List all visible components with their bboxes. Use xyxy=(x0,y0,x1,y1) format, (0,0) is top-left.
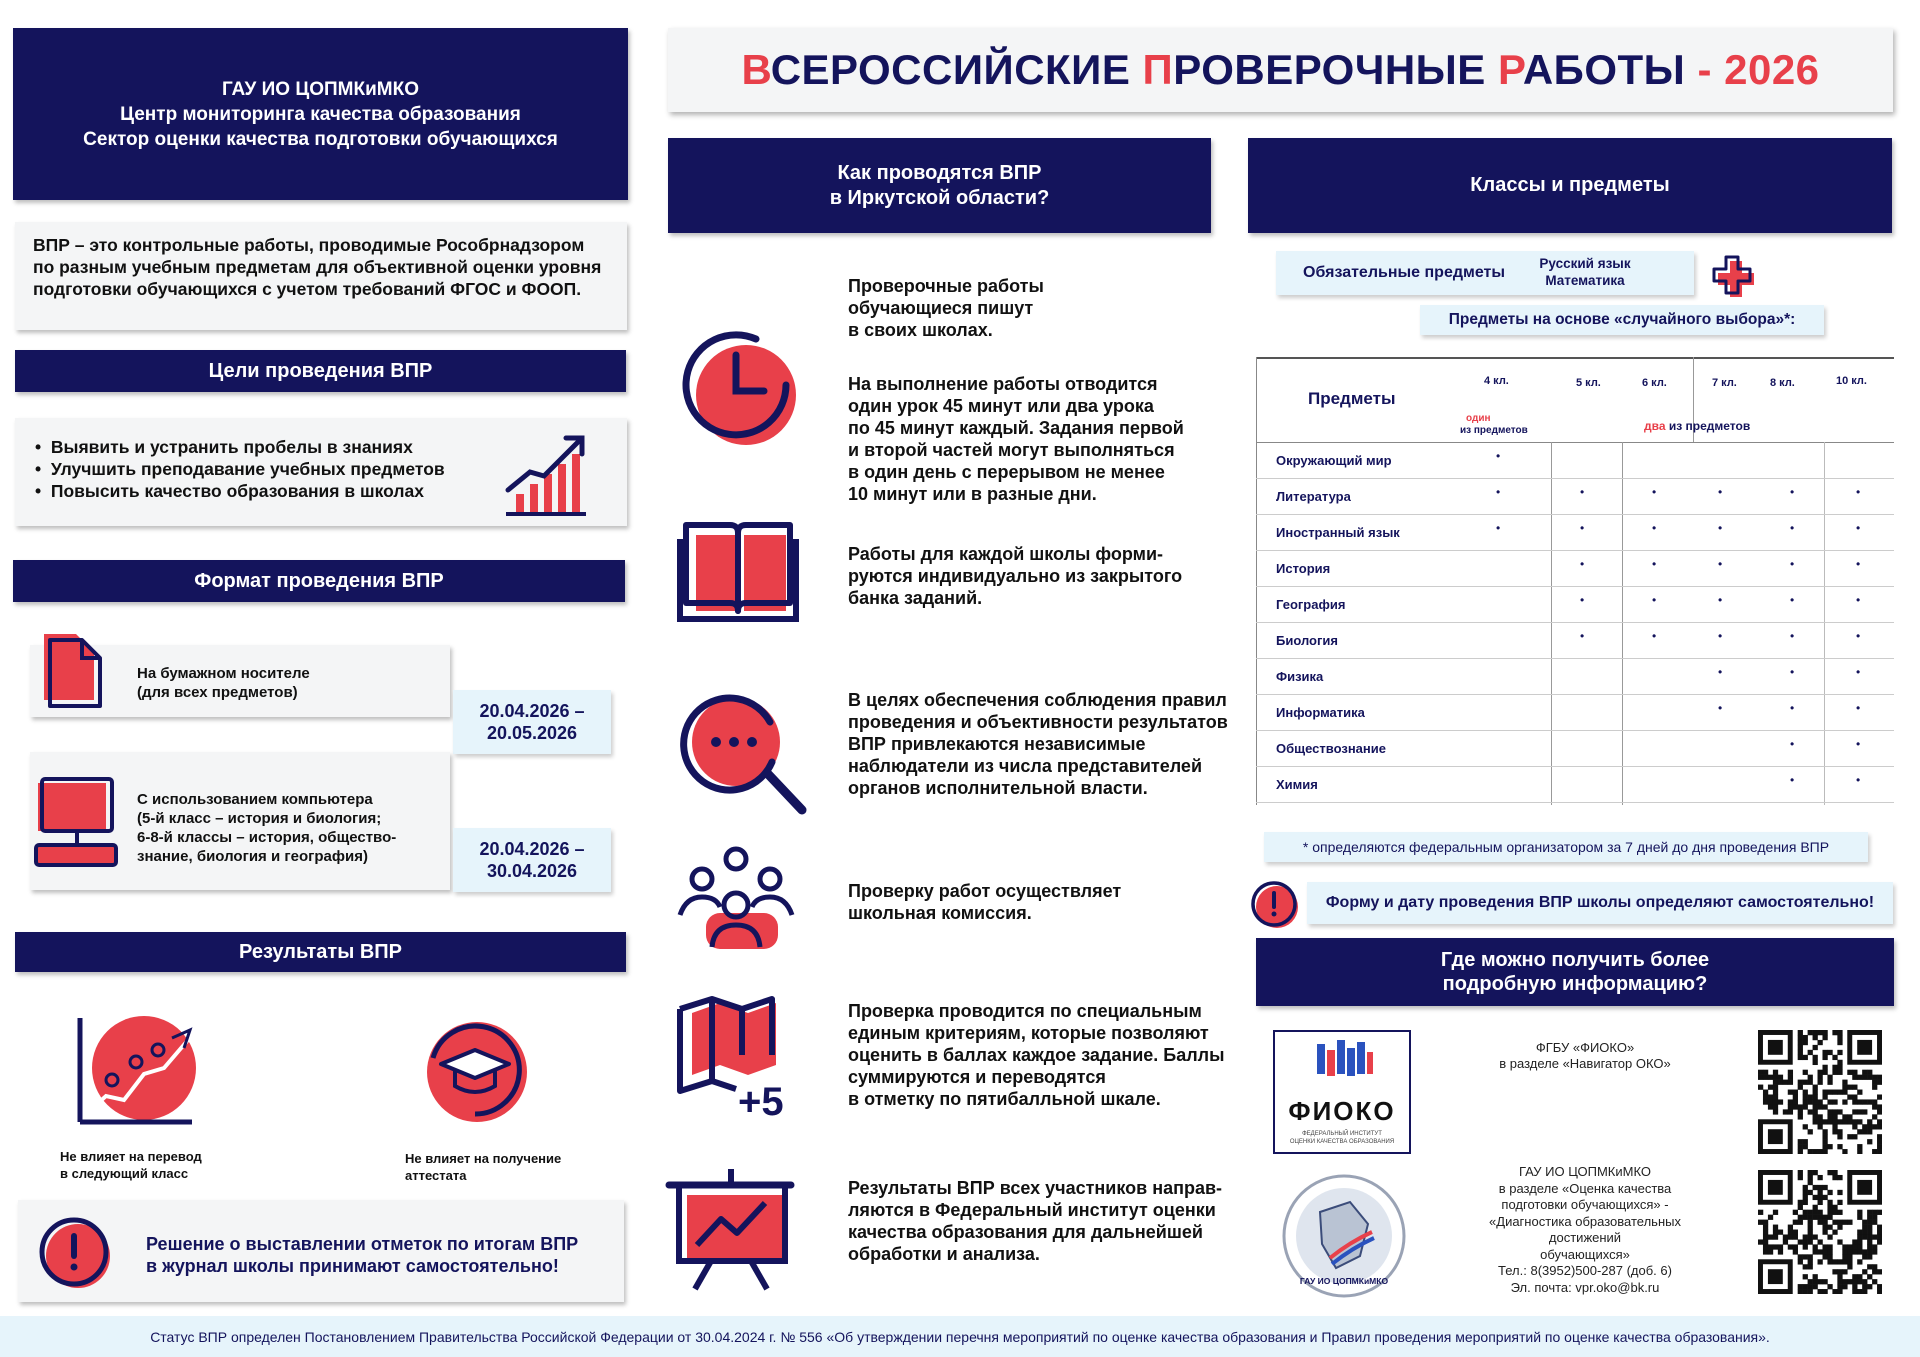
grade-6: 6 кл. xyxy=(1642,377,1667,389)
subject-mark: • xyxy=(1718,593,1723,607)
subject-name: Химия xyxy=(1276,777,1318,792)
subject-mark: • xyxy=(1652,485,1657,499)
plus-icon xyxy=(1712,255,1758,301)
subject-mark: • xyxy=(1718,557,1723,571)
org-header xyxy=(13,28,628,200)
footnote-box: * определяются федеральным организатором за 7 дней до дня проведения ВПР xyxy=(1264,832,1868,862)
subject-mark: • xyxy=(1790,701,1795,715)
mandatory-subjects: Русский язык Математика xyxy=(1539,256,1631,288)
subject-mark: • xyxy=(1718,485,1723,499)
subject-name: Окружающий мир xyxy=(1276,453,1392,468)
mandatory-label: Обязательные предметы xyxy=(1303,264,1506,281)
subject-mark: • xyxy=(1718,629,1723,643)
qr-pattern xyxy=(1758,1030,1882,1154)
goal-item: • Выявить и устранить пробелы в знаниях xyxy=(35,437,413,457)
table-row xyxy=(1256,695,1894,731)
step-text-5: Проверку работ осуществляет школьная комиссия. xyxy=(848,881,1122,923)
table-row xyxy=(1256,443,1894,479)
footer-bar xyxy=(0,1316,1920,1357)
qr-pattern xyxy=(1758,1170,1882,1294)
footer-text: Статус ВПР определен Постановлением Правительства Российской Федерации от 30.04.2024 г. № 556 «Об утверждении перечня мероприятий по оценке качества образования и Правил проведения мероприятий по оценке качества образования». xyxy=(150,1328,1770,1345)
subject-mark: • xyxy=(1580,629,1585,643)
goal-item: • Улучшить преподавание учебных предметов xyxy=(35,459,445,479)
subject-name: Иностранный язык xyxy=(1276,525,1400,540)
clock-icon xyxy=(676,325,806,455)
subject-mark: • xyxy=(1580,521,1585,535)
subject-mark: • xyxy=(1652,521,1657,535)
subject-mark: • xyxy=(1718,521,1723,535)
subject-rows xyxy=(1256,443,1894,805)
grade-8: 8 кл. xyxy=(1770,377,1795,389)
fioko-info: ФГБУ «ФИОКО» в разделе «Навигатор ОКО» xyxy=(1499,1040,1671,1071)
subject-mark: • xyxy=(1856,737,1861,751)
table-row xyxy=(1256,731,1894,767)
subject-mark: • xyxy=(1790,485,1795,499)
document-icon xyxy=(38,628,108,708)
subject-mark: • xyxy=(1790,557,1795,571)
goal-item: • Повысить качество образования в школах xyxy=(35,481,424,501)
computer-icon xyxy=(32,775,122,875)
result2-label: Не влияет на получение аттестата xyxy=(405,1151,562,1183)
subject-mark: • xyxy=(1580,485,1585,499)
format-header xyxy=(13,560,625,602)
step-text-3: Работы для каждой школы форми- руются индивидуально из закрытого банка заданий. xyxy=(848,544,1183,608)
subject-mark: • xyxy=(1790,773,1795,787)
fioko-logo-subtitle: ФЕДЕРАЛЬНЫЙ ИНСТИТУТ ОЦЕНКИ КАЧЕСТВА ОБРАЗОВАНИЯ xyxy=(1289,1131,1395,1145)
subject-mark: • xyxy=(1790,665,1795,679)
classes-header: Классы и предметы xyxy=(1248,138,1892,233)
subject-mark: • xyxy=(1718,665,1723,679)
fioko-emblem-icon xyxy=(1313,1040,1375,1084)
definition-card xyxy=(15,222,627,330)
team-commission-icon xyxy=(672,845,802,955)
gau-logo xyxy=(1280,1172,1408,1300)
subject-mark: • xyxy=(1652,557,1657,571)
subject-mark: • xyxy=(1856,485,1861,499)
fioko-logo-text: ФИОКО xyxy=(1288,1096,1396,1126)
table-row xyxy=(1256,515,1894,551)
subject-mark: • xyxy=(1580,593,1585,607)
subject-name: Обществознание xyxy=(1276,741,1386,756)
two-of-subjects-note: два из предметов xyxy=(1644,419,1751,433)
subject-mark: • xyxy=(1856,629,1861,643)
results-header-text: Результаты ВПР xyxy=(238,940,403,963)
subject-mark: • xyxy=(1790,521,1795,535)
self-note-box: Форму и дату проведения ВПР школы определяют самостоятельно! xyxy=(1307,882,1893,924)
warning-icon xyxy=(36,1214,116,1294)
subject-mark: • xyxy=(1496,521,1501,535)
title-banner xyxy=(668,28,1893,112)
table-header-subjects: Предметы xyxy=(1308,389,1396,408)
gau-qr-code[interactable] xyxy=(1758,1170,1882,1294)
stairs-progress-icon xyxy=(72,1010,202,1130)
gau-logo-text: ГАУ ИО ЦОПМКиМКО xyxy=(1299,1276,1389,1286)
step-text-2: На выполнение работы отводится один урок 45 минут или два урока по 45 минут каждый. Задания первой и второй частей могут выполняться в один день с перерывом не менее 10 минут или в разные дни. xyxy=(848,374,1184,504)
graduation-cap-icon xyxy=(415,1008,535,1128)
computer-date-box: 20.04.2026 – 30.04.2026 xyxy=(453,828,611,892)
subject-mark: • xyxy=(1856,557,1861,571)
gau-info: ГАУ ИО ЦОПМКиМКО в разделе «Оценка качества подготовки обучающихся» - «Диагностика образовательных достижений обучающихся» Тел.: 8(3952)500-287 (доб. 6) Эл. почта: vpr.oko@bk.ru xyxy=(1489,1164,1681,1295)
subject-name: Литература xyxy=(1276,489,1351,504)
subject-name: Физика xyxy=(1276,669,1324,684)
step-text-6: Проверка проводится по специальным единым критериям, которые позволяют оценить в баллах каждое задание. Баллы суммируются и переводятся в отметку по пятибалльной шкале. xyxy=(848,1001,1225,1109)
table-row xyxy=(1256,659,1894,695)
subject-mark: • xyxy=(1652,593,1657,607)
presentation-chart-icon xyxy=(665,1165,800,1295)
org-line1: ГАУ ИО ЦОПМКиМКО xyxy=(221,78,419,100)
results-note-text: Решение о выставлении отметок по итогам ВПР в журнал школы принимают самостоятельно! xyxy=(146,1234,579,1276)
growth-chart-icon xyxy=(500,428,590,518)
result1-label: Не влияет на перевод в следующий класс xyxy=(60,1149,202,1181)
table-row xyxy=(1256,623,1894,659)
table-row xyxy=(1256,767,1894,803)
table-row xyxy=(1256,551,1894,587)
subject-mark: • xyxy=(1856,665,1861,679)
fioko-logo xyxy=(1273,1030,1411,1154)
subjects-table xyxy=(1256,357,1894,805)
paper-date-box: 20.04.2026 – 20.05.2026 xyxy=(453,690,611,754)
subject-mark: • xyxy=(1718,701,1723,715)
subject-mark: • xyxy=(1856,593,1861,607)
grade-7: 7 кл. xyxy=(1712,377,1737,389)
subject-mark: • xyxy=(1856,521,1861,535)
alert-icon xyxy=(1248,878,1302,932)
subject-mark: • xyxy=(1580,557,1585,571)
paper-format-label: На бумажном носителе (для всех предметов) xyxy=(137,665,310,701)
magnifier-search-icon xyxy=(672,682,812,822)
grade-4: 4 кл. xyxy=(1484,375,1509,387)
org-line3: Сектор оценки качества подготовки обучающихся xyxy=(83,128,558,150)
org-line2: Центр мониторинга качества образования xyxy=(120,103,521,125)
computer-format-label: С использованием компьютера (5-й класс – история и биология; 6-8-й классы – история, общество- знание, биология и география) xyxy=(137,791,397,865)
book-icon xyxy=(676,515,806,625)
how-header: Как проводятся ВПР в Иркутской области? xyxy=(668,138,1211,233)
one-of-subjects-note: один из предметов xyxy=(1460,413,1528,436)
fioko-qr-code[interactable] xyxy=(1758,1030,1882,1154)
format-header-text: Формат проведения ВПР xyxy=(194,569,444,592)
subject-name: Биология xyxy=(1276,633,1338,648)
step-text-1: Проверочные работы обучающиеся пишут в своих школах. xyxy=(848,276,1044,340)
subject-mark: • xyxy=(1790,593,1795,607)
grade-10: 10 кл. xyxy=(1836,375,1867,387)
map-grade-five-icon xyxy=(672,995,802,1120)
subject-mark: • xyxy=(1856,773,1861,787)
goals-header xyxy=(15,350,626,392)
svg-text:+5: +5 xyxy=(738,1080,784,1120)
step-text-7: Результаты ВПР всех участников направ- ляются в Федеральный институт оценки качества образования для дальнейшей обработки и анализа. xyxy=(848,1178,1223,1264)
random-choice-box: Предметы на основе «случайного выбора»*: xyxy=(1420,305,1824,335)
table-row xyxy=(1256,479,1894,515)
subject-mark: • xyxy=(1856,701,1861,715)
definition-text: ВПР – это контрольные работы, проводимые Рособрнадзором по разным учебным предметам для объективной оценки уровня подготовки обучающихся с учетом требований ФГОС и ФООП. xyxy=(33,235,602,299)
subject-name: История xyxy=(1276,561,1331,576)
goals-header-text: Цели проведения ВПР xyxy=(208,359,433,382)
subject-name: География xyxy=(1276,597,1346,612)
subject-mark: • xyxy=(1652,629,1657,643)
table-row xyxy=(1256,587,1894,623)
subject-mark: • xyxy=(1496,449,1501,463)
subject-name: Информатика xyxy=(1276,705,1365,720)
grade-5: 5 кл. xyxy=(1576,377,1601,389)
results-header xyxy=(15,932,626,972)
step-text-4: В целях обеспечения соблюдения правил проведения и объективности результатов ВПР привлекаются независимые наблюдатели из числа представителей органов исполнительной власти. xyxy=(848,690,1228,798)
subject-mark: • xyxy=(1496,485,1501,499)
page-title: ВСЕРОССИЙСКИЕ ПРОВЕРОЧНЫЕ РАБОТЫ - 2026 xyxy=(741,46,1820,93)
subject-mark: • xyxy=(1790,629,1795,643)
subject-mark: • xyxy=(1790,737,1795,751)
info-header: Где можно получить более подробную информацию? xyxy=(1256,938,1894,1006)
